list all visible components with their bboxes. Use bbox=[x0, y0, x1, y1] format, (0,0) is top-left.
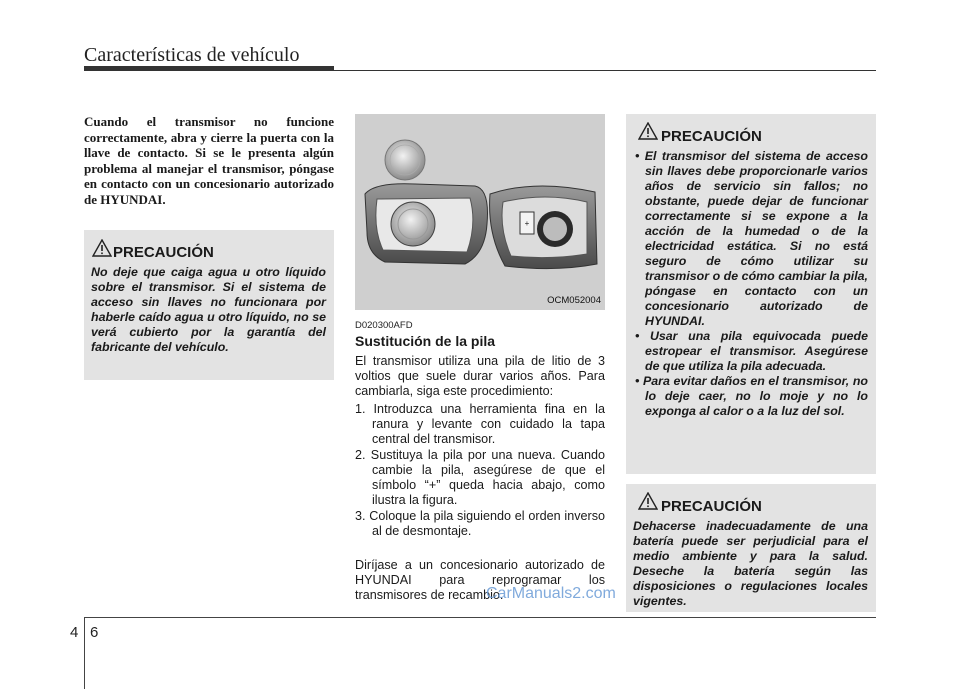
section-code: D020300AFD bbox=[355, 320, 413, 331]
caution-body: Dehacerse inadecuadamente de una batería puede ser perjudicial para el medio ambiente y para la salud. Deseche la batería según las disposiciones o regulaciones locales vigentes. bbox=[633, 519, 868, 608]
key-fob-illustration bbox=[355, 114, 605, 310]
page-number-divider bbox=[84, 618, 85, 689]
caution-list-item: • Usar una pila equivocada puede estropear el transmisor. Asegúrese de que utiliza la pila adecuada. bbox=[635, 329, 868, 373]
page-section-number: 4 bbox=[70, 624, 79, 641]
warning-triangle-icon bbox=[92, 239, 112, 257]
footer-rule bbox=[84, 617, 876, 618]
page-number: 6 bbox=[90, 624, 99, 641]
page-header-title: Características de vehículo bbox=[84, 44, 300, 66]
section-intro: El transmisor utiliza una pila de litio de 3 voltios que suele durar varios años. Para cambiarla, siga este procedimiento: bbox=[355, 354, 605, 398]
caution-box-right-2 bbox=[626, 484, 876, 612]
caution-list-item: • Para evitar daños en el transmisor, no lo deje caer, no lo moje y no lo exponga al calor o a la luz del sol. bbox=[635, 374, 868, 418]
section-outro: Diríjase a un concesionario autorizado de HYUNDAI para reprogramar los transmisores de recambio. bbox=[355, 558, 605, 602]
caution-title: PRECAUCIÓN bbox=[661, 498, 762, 515]
warning-triangle-icon bbox=[638, 122, 658, 140]
caution-box-right-1 bbox=[626, 114, 876, 474]
step-item: 3. Coloque la pila siguiendo el orden inverso al de desmontaje. bbox=[355, 509, 605, 538]
header-rule-thin bbox=[334, 70, 876, 71]
caution-box-left bbox=[84, 230, 334, 380]
watermark-link[interactable]: CarManuals2.com bbox=[486, 585, 616, 602]
intro-paragraph: Cuando el transmisor no funcione correctamente, abra y cierre la puerta con la llave de contacto. Si se le presenta algún problema al manejar el transmisor, póngase en contacto con un concesionario autorizado de HYUNDAI. bbox=[84, 114, 334, 207]
caution-title: PRECAUCIÓN bbox=[661, 128, 762, 145]
figure-caption: OCM052004 bbox=[547, 295, 601, 306]
step-item: 1. Introduzca una herramienta fina en la ranura y levante con cuidado la tapa central del transmisor. bbox=[355, 402, 605, 446]
key-fob-battery-photo bbox=[355, 114, 605, 310]
caution-title: PRECAUCIÓN bbox=[113, 244, 214, 261]
header-rule-thick bbox=[84, 66, 334, 71]
caution-list bbox=[633, 149, 868, 419]
step-item: 2. Sustituya la pila por una nueva. Cuando cambie la pila, asegúrese de que el símbolo “+” queda hacia abajo, como ilustra la figura. bbox=[355, 448, 605, 507]
warning-triangle-icon bbox=[638, 492, 658, 510]
steps-list bbox=[355, 402, 605, 540]
caution-body: No deje que caiga agua u otro líquido sobre el transmisor. Si el sistema de acceso sin llaves no funcionara por haberle caído agua u otro líquido, no se verá cubierto por la garantía del fabricante del vehículo. bbox=[91, 265, 326, 354]
battery-plus-label: + bbox=[524, 219, 530, 228]
caution-list-item: • El transmisor del sistema de acceso sin llaves debe proporcionarle varios años de servicio sin fallos; no obstante, puede dejar de funcionar correctamente si se expone a la acción de la humedad o de la electricidad estática. Si no está seguro de cómo utilizar su transmisor o de cómo cambiar la pila, póngase en contacto con un concesionario autorizado de HYUNDAI. bbox=[635, 149, 868, 328]
section-title: Sustitución de la pila bbox=[355, 333, 496, 349]
